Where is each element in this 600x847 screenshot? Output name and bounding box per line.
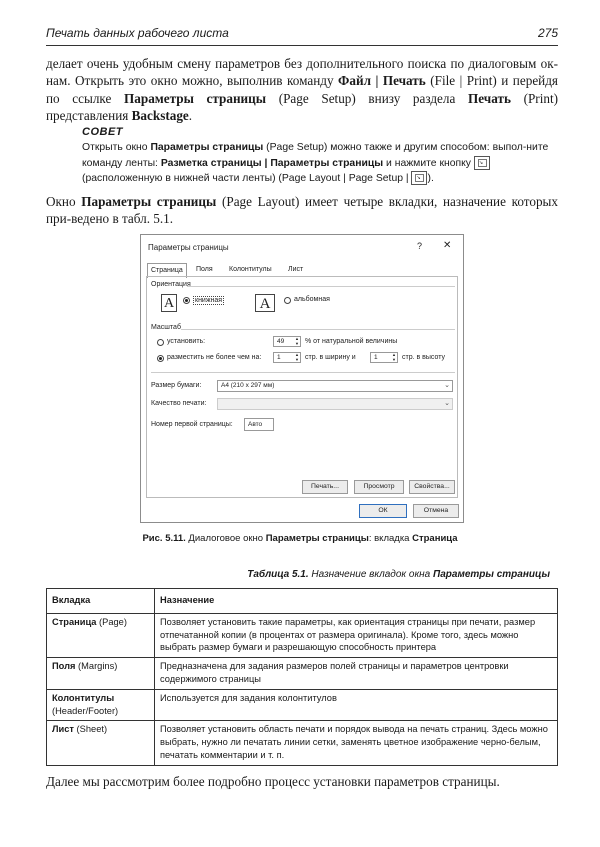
link-name: Параметры страницы <box>124 90 267 106</box>
tab-name: Страница <box>52 616 97 627</box>
tab-name: Поля <box>52 661 76 672</box>
table-header-row <box>47 589 558 614</box>
table-row <box>47 613 558 657</box>
table-cell <box>47 613 155 657</box>
table-caption <box>247 569 550 580</box>
dialog-name: Параметры страницы <box>150 142 264 153</box>
table-row <box>47 689 558 721</box>
dialog-title: Параметры страницы <box>148 243 229 252</box>
tab-english-name: (Page) <box>96 616 127 627</box>
landscape-radio[interactable] <box>284 297 291 304</box>
text: (Print) представления <box>46 90 559 123</box>
tab-name: Колонтитулы <box>52 692 115 703</box>
page-number: 275 <box>537 26 558 40</box>
text: ). <box>427 173 434 184</box>
close-icon[interactable]: ✕ <box>443 240 452 251</box>
first-page-number-input[interactable]: Авто <box>244 418 274 431</box>
print-quality-select[interactable] <box>217 398 453 410</box>
tab-name: Лист <box>52 724 74 735</box>
fit-width-input[interactable]: 1 <box>273 352 301 363</box>
tabs-table <box>46 588 558 766</box>
set-scale-label[interactable]: установить: <box>167 338 206 345</box>
text: Диалоговое окно <box>185 533 266 544</box>
running-header <box>46 25 558 46</box>
spin-arrows-icon[interactable]: ▲ ▼ <box>295 352 299 362</box>
table-cell: Предназначена для задания размеров полей страницы и параметров центровки содержимого страницы <box>155 658 558 690</box>
menu-command: Файл | Печать <box>338 73 426 89</box>
view-name: Backstage <box>131 107 189 123</box>
text: и нажмите кнопку <box>383 157 474 169</box>
spin-arrows-icon[interactable]: ▲ ▼ <box>392 352 396 362</box>
tab-page[interactable]: Страница <box>147 263 187 278</box>
dialog-name: Параметры страницы <box>433 569 550 580</box>
text: делает очень удобным смену параметров без дополнительного поиска по диалоговым ок-нам. Открыть это окно можно, выполнив команду <box>46 56 558 89</box>
help-icon[interactable]: ? <box>417 241 423 251</box>
paper-size-select[interactable] <box>217 380 453 392</box>
dialog-name: Параметры страницы <box>81 194 217 209</box>
paragraph-closing: Далее мы рассмотрим более подробно процесс установки параметров страницы. <box>46 774 500 789</box>
text: (расположенную в нижней части ленты) (Page Layout | Page Setup | <box>82 173 412 184</box>
text: Назначение вкладок окна <box>308 569 434 580</box>
column-header: Вкладка <box>47 589 155 614</box>
properties-button[interactable]: Свойства... <box>409 480 455 494</box>
fit-height-input[interactable]: 1 <box>370 352 398 363</box>
paragraph-intro <box>46 55 558 124</box>
tab-panel-page <box>146 276 458 498</box>
dialog-launcher-icon: ↘ <box>474 156 490 170</box>
paragraph-tabs <box>46 193 558 228</box>
dialog-launcher-icon: ↘ <box>411 171 427 185</box>
table-cell <box>47 721 155 765</box>
table-row <box>47 658 558 690</box>
first-page-number-label: Номер первой страницы: <box>151 421 233 428</box>
scale-percent-suffix: % от натуральной величины <box>305 338 398 345</box>
scale-label: Масштаб <box>151 324 181 331</box>
group-divider <box>181 329 455 330</box>
chevron-down-icon: ⌄ <box>444 400 450 407</box>
fit-height-suffix: стр. в высоту <box>402 354 446 361</box>
text: Открыть окно <box>82 142 151 153</box>
paper-size-label: Размер бумаги: <box>151 382 202 389</box>
portrait-label[interactable]: книжная <box>195 297 223 304</box>
print-quality-label: Качество печати: <box>151 400 207 407</box>
text: Окно <box>46 194 82 209</box>
tab-english-name: (Margins) <box>75 661 118 672</box>
text: (Page Setup) можно также и другим способом: выпол-ните команду ленты: <box>82 142 549 169</box>
group-divider <box>151 372 455 373</box>
paper-size-value: A4 (210 x 297 мм) <box>221 382 275 389</box>
landscape-label[interactable]: альбомная <box>294 296 330 303</box>
tab-english-name: (Header/Footer) <box>52 705 119 716</box>
spin-arrows-icon[interactable]: ▲ ▼ <box>295 336 299 346</box>
tip-text <box>82 140 559 187</box>
table-number: Таблица 5.1. <box>247 569 309 580</box>
text: : вкладка <box>368 533 413 544</box>
fit-to-label[interactable]: разместить не более чем на: <box>167 354 262 361</box>
dialog-name: Параметры страницы <box>265 533 369 544</box>
figure-number: Рис. 5.11. <box>142 533 186 544</box>
text: (Page Layout) имеет четыре вкладки, назначение которых при-ведено в табл. 5.1. <box>46 194 558 227</box>
fit-to-radio[interactable] <box>157 355 164 362</box>
tab-margins[interactable]: Поля <box>196 266 213 273</box>
table-cell: Позволяет установить область печати и порядок вывода на печать страниц. Здесь можно выбрать, нужно ли печатать линии сетки, заменять цветное изображение черно-белым, печатать комментарии и т. п. <box>155 721 558 765</box>
scale-percent-input[interactable]: 49 <box>273 336 301 347</box>
chevron-down-icon: ⌄ <box>444 382 450 389</box>
landscape-icon: A <box>255 294 275 312</box>
tab-header-footer[interactable]: Колонтитулы <box>229 266 272 273</box>
table-cell <box>47 689 155 721</box>
tab-english-name: (Sheet) <box>73 724 108 735</box>
tab-sheet[interactable]: Лист <box>288 266 304 273</box>
text: (File | Print) и перейдя по ссылке <box>46 73 558 106</box>
table-cell <box>47 658 155 690</box>
header-title: Печать данных рабочего листа <box>46 26 229 40</box>
tab-name: Страница <box>412 533 458 544</box>
ribbon-command: Разметка страницы | Параметры страницы <box>160 157 384 169</box>
table-row <box>47 721 558 765</box>
print-button[interactable]: Печать... <box>302 480 348 494</box>
text: . <box>188 107 193 123</box>
set-scale-radio[interactable] <box>157 339 164 346</box>
section-name: Печать <box>468 90 511 106</box>
page-setup-dialog <box>140 234 464 523</box>
group-divider <box>187 286 455 287</box>
tip-title: СОВЕТ <box>82 126 123 138</box>
fit-width-suffix: стр. в ширину и <box>305 354 356 361</box>
cancel-button[interactable]: Отмена <box>413 504 459 518</box>
portrait-icon: A <box>161 294 177 312</box>
table-cell: Используется для задания колонтитулов <box>155 689 558 721</box>
ok-button[interactable]: ОК <box>359 504 407 518</box>
orientation-label: Ориентация <box>151 281 191 288</box>
table-cell: Позволяет установить такие параметры, как ориентация страницы при печати, размер отпечатанной копии (в процентах от размера оригинала). Кроме того, здесь можно выбрать размер бумаги и разрешающую способность принтера <box>155 613 558 657</box>
portrait-radio[interactable] <box>183 297 190 304</box>
preview-button[interactable]: Просмотр <box>354 480 404 494</box>
text: (Page Setup) внизу раздела <box>266 90 468 106</box>
figure-caption <box>0 533 600 544</box>
column-header: Назначение <box>155 589 558 614</box>
